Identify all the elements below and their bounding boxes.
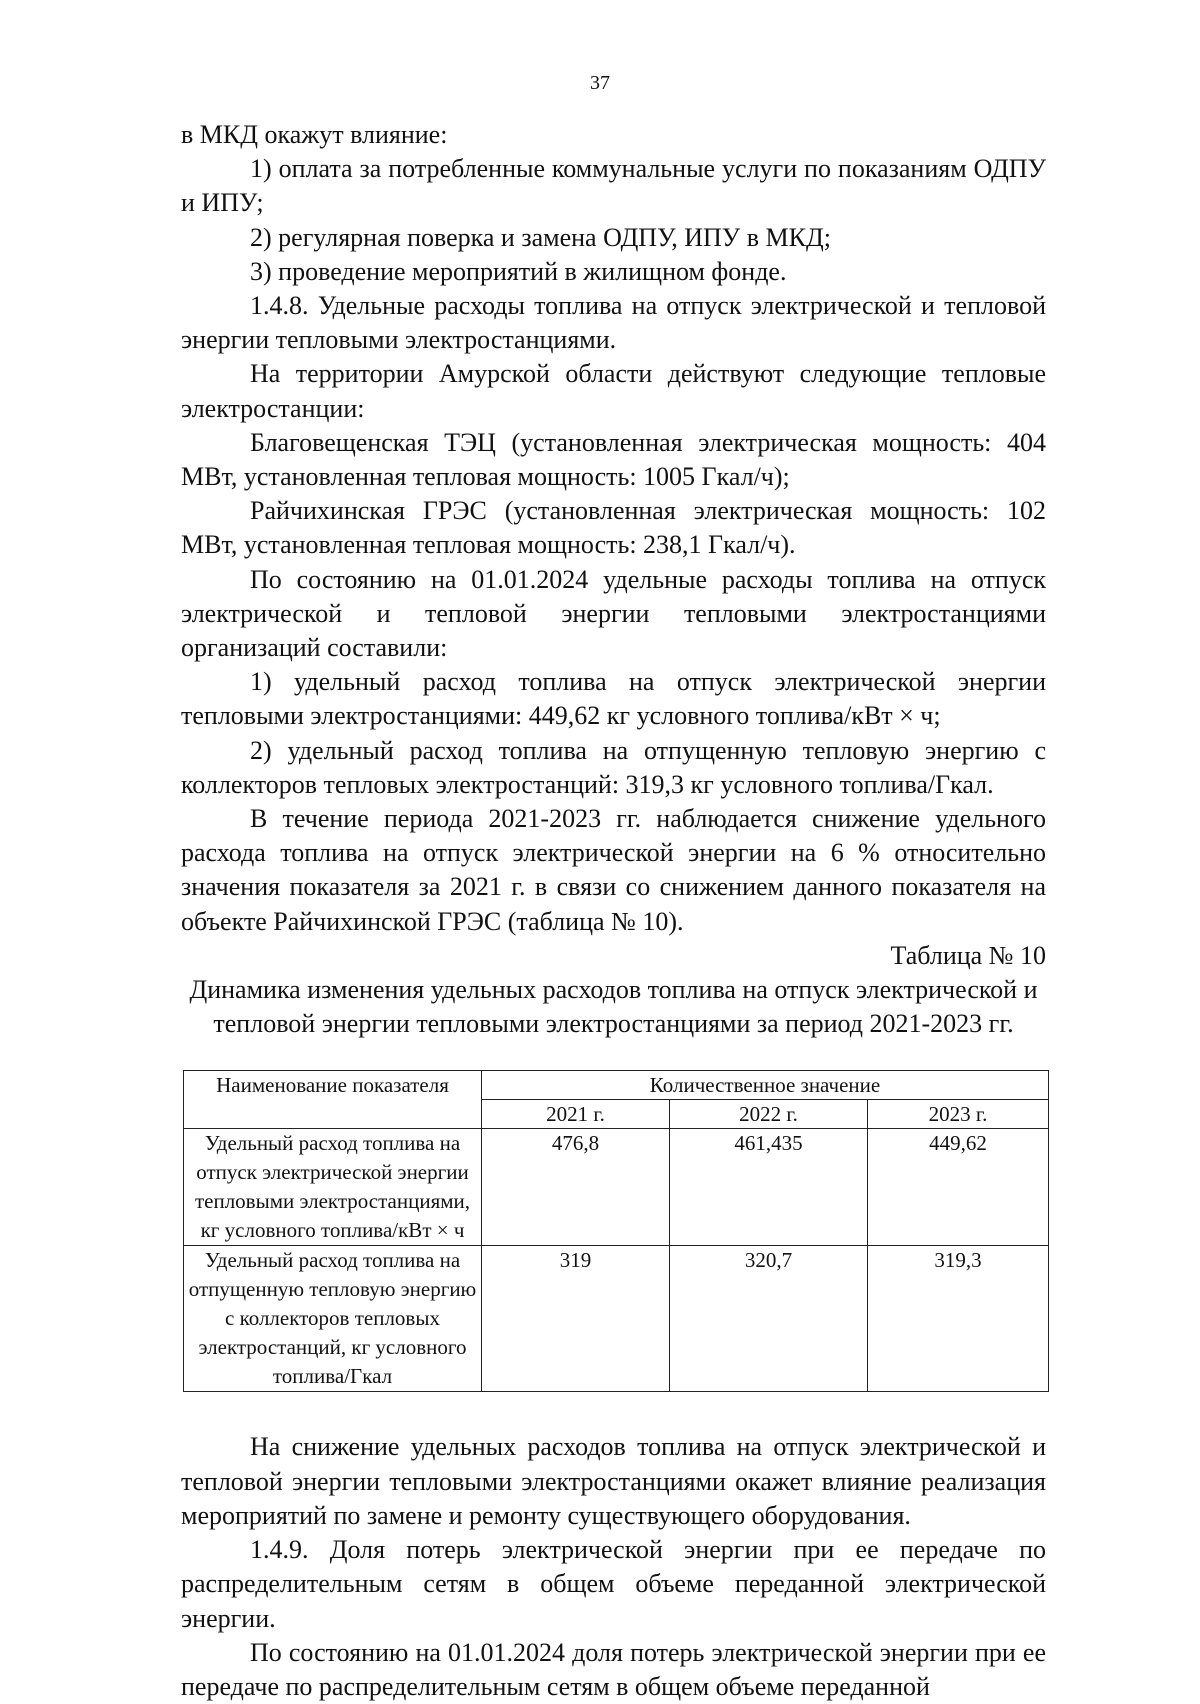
table-header-row [184, 1071, 1049, 1100]
paragraph: На территории Амурской области действуют следующие тепловые электростанции: [181, 359, 1046, 423]
table-row [184, 1129, 1049, 1246]
table-row [184, 1246, 1049, 1392]
paragraph: в МКД окажут влияние: [181, 120, 448, 149]
header-indicator-name: Наименование показателя [184, 1071, 482, 1129]
header-year: 2022 г. [670, 1100, 868, 1129]
header-quantity-value: Количественное значение [482, 1071, 1049, 1100]
paragraph: На снижение удельных расходов топлива на отпуск электрической и тепловой энергии тепловыми электростанциями окажет влияние реализация мероприятий по замене и ремонту существующего оборудования. [181, 1432, 1046, 1530]
paragraph: По состоянию на 01.01.2024 удельные расходы топлива на отпуск электрической и тепловой энергии тепловыми электростанциями организаций составили: [181, 564, 1046, 663]
header-year: 2023 г. [868, 1100, 1049, 1129]
row-value: 476,8 [482, 1129, 670, 1246]
table-title [181, 973, 1046, 1041]
paragraph: 2) удельный расход топлива на отпущенную тепловую энергию с коллекторов тепловых электростанций: 319,3 кг условного топлива/Гкал. [181, 735, 1046, 799]
row-indicator-name: Удельный расход топлива на отпуск электрической энергии тепловыми электростанциями, кг условного топлива/кВт × ч [184, 1129, 482, 1246]
paragraph: 1) оплата за потребленные коммунальные услуги по показаниям ОДПУ и ИПУ; [181, 154, 1046, 218]
table-title-line: тепловой энергии тепловыми электростанциями за период 2021-2023 гг. [213, 1009, 1014, 1039]
header-year: 2021 г. [482, 1100, 670, 1129]
section-heading-1-4-8: 1.4.8. Удельные расходы топлива на отпуск электрической и тепловой энергии тепловыми электростанциями. [181, 291, 1046, 355]
table-number-label: Таблица № 10 [890, 940, 1046, 970]
paragraph: В течение периода 2021-2023 гг. наблюдается снижение удельного расхода топлива на отпуск электрической энергии на 6 % относительно значения показателя за 2021 г. в связи со снижением данного показателя на объекте Райчихинской ГРЭС (таблица № 10). [181, 804, 1046, 936]
paragraph: Райчихинская ГРЭС (установленная электрическая мощность: 102 МВт, установленная тепловая мощность: 238,1 Гкал/ч). [181, 496, 1046, 560]
row-value: 449,62 [868, 1129, 1049, 1246]
page-number: 37 [590, 72, 610, 94]
table-title-line: Динамика изменения удельных расходов топлива на отпуск электрической и [189, 975, 1038, 1005]
row-value: 319 [482, 1246, 670, 1392]
data-table [183, 1070, 1049, 1392]
bottom-section [181, 1430, 1046, 1704]
paragraph: По состоянию на 01.01.2024 доля потерь электрической энергии при ее передаче по распределительным сетям в общем объеме переданной [181, 1637, 1046, 1701]
row-indicator-name: Удельный расход топлива на отпущенную тепловую энергию с коллекторов тепловых электростанций, кг условного топлива/Гкал [184, 1246, 482, 1392]
section-heading-1-4-9: 1.4.9. Доля потерь электрической энергии при ее передаче по распределительным сетям в общем объеме переданной электрической энергии. [181, 1535, 1046, 1633]
row-value: 319,3 [868, 1246, 1049, 1392]
paragraph: Благовещенская ТЭЦ (установленная электрическая мощность: 404 МВт, установленная тепловая мощность: 1005 Гкал/ч); [181, 427, 1046, 492]
paragraph: 2) регулярная поверка и замена ОДПУ, ИПУ в МКД; [250, 222, 831, 252]
row-value: 320,7 [670, 1246, 868, 1392]
document-body [181, 118, 1046, 1704]
row-value: 461,435 [670, 1129, 868, 1246]
paragraph: 3) проведение мероприятий в жилищном фонде. [250, 256, 787, 286]
paragraph: 1) удельный расход топлива на отпуск электрической энергии тепловыми электростанциями: 449,62 кг условного топлива/кВт × ч; [181, 667, 1046, 731]
